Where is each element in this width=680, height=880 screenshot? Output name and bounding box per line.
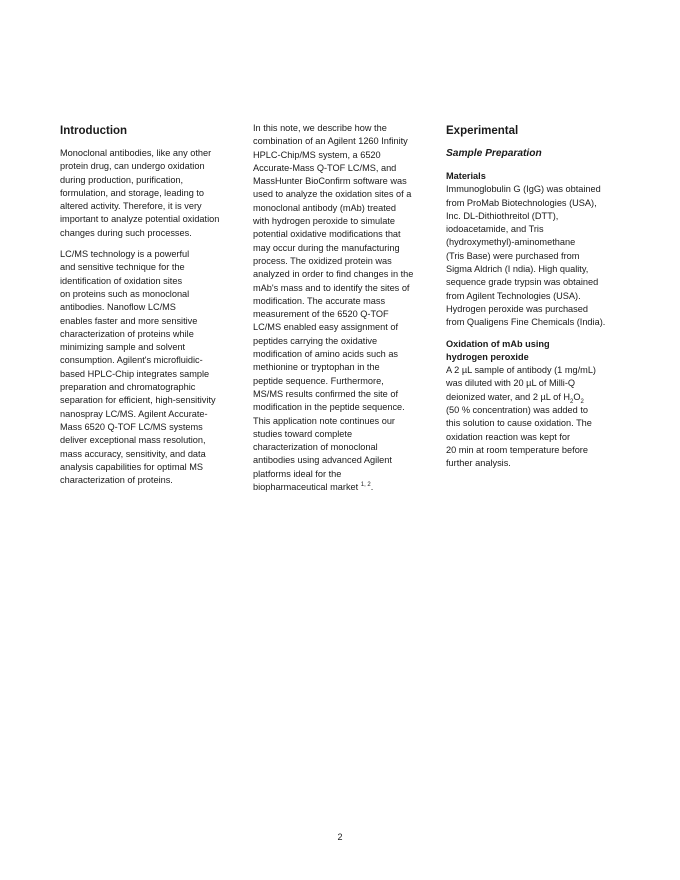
text-line: was diluted with 20 µL of Milli-Q [446, 378, 576, 389]
text-line: altered activity. Therefore, it is very [60, 201, 202, 212]
heading-line: Oxidation of mAb using [446, 338, 550, 349]
text-line: (Tris Base) were purchased from [446, 250, 580, 261]
text-line: peptide sequence. Furthermore, [253, 375, 384, 386]
text-line: MassHunter BioConfirm software was [253, 176, 407, 187]
text-line: characterization of monoclonal [253, 442, 378, 453]
text-line: MS/MS results confirmed the site of [253, 388, 399, 399]
text-line: Accurate-Mass Q-TOF LC/MS, and [253, 162, 397, 173]
text-line: and sensitive technique for the [60, 262, 185, 273]
text-line: sequence grade trypsin was obtained [446, 277, 599, 288]
text-line: (hydroxymethyl)-aminomethane [446, 237, 576, 248]
text-line: process. The oxidized protein was [253, 255, 392, 266]
text-line: antibodies using advanced Agilent [253, 455, 392, 466]
text-line: potential oxidative modifications that [253, 229, 401, 240]
sentence-end: . [370, 482, 374, 493]
text-line: enables faster and more sensitive [60, 315, 198, 326]
text-line: Hydrogen peroxide was purchased [446, 303, 588, 314]
text-line: from Qualigens Fine Chemicals (India). [446, 317, 606, 328]
subscript: 2 [580, 398, 584, 405]
introduction-column [60, 122, 236, 495]
text-line: A 2 µL sample of antibody (1 mg/mL) [446, 365, 596, 376]
text-line: used to analyze the oxidation sites of a [253, 189, 412, 200]
text-line: peptides carrying the oxidative [253, 335, 378, 346]
sample-preparation-heading: Sample Preparation [446, 148, 542, 159]
text-line: analyzed in order to find changes in the [253, 269, 414, 280]
text-line-with-formula [446, 391, 622, 404]
text-line: iodoacetamide, and Tris [446, 224, 544, 235]
text-line: platforms ideal for the [253, 468, 342, 479]
text-line: preparation and chromatographic [60, 382, 196, 393]
note-column [253, 122, 429, 502]
text-line: Immunoglobulin G (IgG) was obtained [446, 184, 601, 195]
text-line: this solution to cause oxidation. The [446, 418, 592, 429]
note-paragraph [253, 122, 429, 494]
text-line-with-reference [253, 481, 429, 494]
text-line: HPLC-Chip/MS system, a 6520 [253, 149, 381, 160]
text-line: from ProMab Biotechnologies (USA), [446, 197, 597, 208]
text-line: identification of oxidation sites [60, 275, 183, 286]
text-line: Sigma Aldrich (I ndia). High quality, [446, 264, 589, 275]
introduction-heading: Introduction [60, 125, 128, 137]
materials-paragraph [446, 183, 622, 329]
text-line: mAb's mass and to identify the sites of [253, 282, 410, 293]
text-line: 20 min at room temperature before [446, 444, 588, 455]
text-line: monoclonal antibody (mAb) treated [253, 202, 396, 213]
reference-text: biopharmaceutical market [253, 482, 359, 493]
text-line: methionine or tryptophan in the [253, 362, 380, 373]
text-line: combination of an Agilent 1260 Infinity [253, 136, 408, 147]
text-line: based HPLC-Chip integrates sample [60, 368, 210, 379]
text-line: oxidation reaction was kept for [446, 431, 571, 442]
text-line: consumption. Agilent's microfluidic- [60, 355, 203, 366]
subscript: 2 [569, 398, 574, 405]
text-line: (50 % concentration) was added to [446, 405, 588, 416]
text-line: Monoclonal antibodies, like any other [60, 148, 212, 158]
formula-element: O [573, 391, 581, 402]
text-line: modification. The accurate mass [253, 295, 386, 306]
text-line: This application note continues our [253, 415, 395, 426]
text-line: antibodies. Nanoflow LC/MS [60, 302, 176, 313]
text-line: nanospray LC/MS. Agilent Accurate- [60, 408, 208, 419]
text-line: LC/MS enabled easy assignment of [253, 322, 399, 333]
text-line: changes during such processes. [60, 227, 192, 238]
text-line: separation for efficient, high-sensitivity [60, 395, 216, 406]
oxidation-paragraph [446, 364, 622, 470]
text-line: studies toward complete [253, 428, 353, 439]
text-line: deliver exceptional mass resolution, [60, 435, 206, 446]
text-line: In this note, we describe how the [253, 123, 387, 133]
oxidation-heading [446, 338, 622, 365]
text-line: with hydrogen peroxide to simulate [253, 216, 395, 227]
reference-citation[interactable]: 1, 2 [360, 481, 371, 488]
text-line: from Agilent Technologies (USA). [446, 290, 581, 301]
text-line: modification in the peptide sequence. [253, 402, 405, 413]
page-number: 2 [337, 832, 343, 842]
text-line: may occur during the manufacturing [253, 242, 400, 253]
text-line: LC/MS technology is a powerful [60, 249, 190, 260]
materials-heading: Materials [446, 171, 486, 181]
text-line: mass accuracy, sensitivity, and data [60, 448, 206, 459]
experimental-column [446, 122, 622, 479]
text-line: measurement of the 6520 Q-TOF [253, 309, 389, 320]
introduction-paragraph-2 [60, 248, 236, 487]
text-line: important to analyze potential oxidation [60, 214, 220, 225]
text-line: on proteins such as monoclonal [60, 288, 190, 299]
text-line: further analysis. [446, 458, 511, 469]
text-line: characterization of proteins while [60, 328, 194, 339]
introduction-paragraph-1 [60, 147, 236, 240]
experimental-heading: Experimental [446, 125, 519, 137]
text-line: Inc. DL-Dithiothreitol (DTT), [446, 210, 559, 221]
text-line: Mass 6520 Q-TOF LC/MS systems [60, 421, 203, 432]
formula-prefix: deionized water, and 2 µL of H [446, 391, 570, 402]
text-line: characterization of proteins. [60, 475, 173, 486]
text-line: minimizing sample and solvent [60, 342, 186, 353]
heading-line: hydrogen peroxide [446, 351, 529, 362]
text-line: modification of amino acids such as [253, 349, 399, 360]
text-line: during production, purification, [60, 174, 184, 185]
text-line: analysis capabilities for optimal MS [60, 461, 203, 472]
text-line: formulation, and storage, leading to [60, 187, 205, 198]
text-line: protein drug, can undergo oxidation [60, 161, 205, 172]
